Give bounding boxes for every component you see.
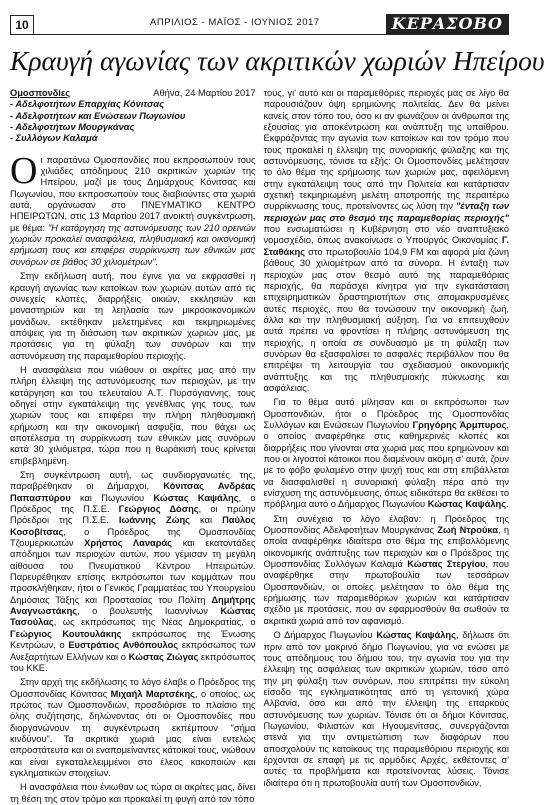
place-date: Αθήνα, 24 Μαρτίου 2017 bbox=[153, 88, 256, 98]
sender-organization: Ομοσπονδίες bbox=[10, 88, 71, 98]
paragraph: Ο Δήμαρχος Πωγωνίου Κώστας Καψάλης, δήλωσε ότι πριν από τον μακρινό δήμο Πωγωνίου, για να ενώσει με τους απόδημους του δήμου του, την αγωνία του για την έλλειψη της ασφάλειας των ακριτικών χωριών, τόσο από την μη φύλαξη των συνόρων, που επιτρέπει την εύκολη είσοδο της εγκληματικότητας από τη γειτονική χώρα Αλβανία, όσο και από την έλλειψη της επαρκούς αστυνόμευσης των χωριών. Τόνισε ότι οι δήμοι Κόνιτσας, Πωγωνίου, Φιλιατών και Ηγουμενίτσας, συνεργάζονται στενά για την αντιμετώπιση των διαφόρων που αποσχολούν τις κατοίκους της παραμεθόριου περιοχής και έρχονται σε επαφή με τις αρμόδιες Αρχές, εκθέτοντες σ' αυτές τα προβλήματα και προτείνοντας λύσεις. Τόνισε ιδιαίτερα ότι η πρωτοβουλία αυτή των Ομοσπονδιών, bbox=[263, 630, 509, 788]
article-title: Κραυγή αγωνίας των ακριτικών χωριών Ηπείρου bbox=[10, 45, 544, 76]
recipient-item: - Αδελφοτήτων Επαρχίας Κόνιτσας bbox=[10, 99, 165, 110]
paragraph: Στην αρχή της εκδήλωσης το λόγο έλαβε ο Πρόεδρος της Ομοσπονδίας Κόνιτσας Μιχαήλ Μαρτσέκης, ο οποίος, ως πρώτος των Ομοσπονδιών, προσδιόρισε το πλαίσιο της όλης συζήτησης, δηλώνοντας ότι οι Ομοσπονδίες που διοργανώνουν τη συγκέντρωση εκπέμπουν "σήμα κινδύνου". Τα ακριτικά χωριά μας είναι εντελώς απροστάτευτα και οι εναπομείναντες κάτοικοί τους, νιώθουν και είναι εγκαταλελειμμένοι στο έλεος κακοποιών και εγκληματικών στοιχείων. bbox=[10, 677, 256, 778]
article-body bbox=[10, 88, 510, 804]
recipient-item: - Συλλόγων Καλαμά bbox=[10, 133, 98, 144]
event-theme-quote: "Η κατάργηση της αστυνόμευσης των 210 ορεινών χωριών προκαλεί ανασφάλεια, πληθυσμιακή και οικονομική ερήμωση τους και επιφέρει συρρίκνωση των εθνικών μας συνόρων σε βάθος 30 χιλιομέτρων". bbox=[10, 222, 256, 267]
proposal-highlight: "ένταξη των περιοχών μας στο θεσμό της παραμεθορίας περιοχής" bbox=[263, 201, 509, 223]
recipient-item: - Αδελφοτήτων Μουργκάνας bbox=[10, 122, 135, 133]
drop-cap: Ο bbox=[10, 149, 38, 192]
paragraph: Στην εκδήλωση αυτή, που έγινε για να εκφρασθεί η κραυγή αγωνίας των κατοίκων των χωριών αυτών από τις συνεχείς κλοπές, διαρρήξεις οικιών, εκκλησιών και μοναστηριών και τη λεηλασία των μικροοικονομικών μονάδων, εκτέθηκαν μελετημένες και τεκμηριωμένες απόψεις για τη διάσωση των ακριτικών χωριών μας, με προτάσεις για τη φύλαξη των συνόρων και την αστυνόμευση της παραμεθορίου περιοχής. bbox=[10, 271, 256, 361]
column-right bbox=[263, 88, 510, 788]
paragraph: Στη συγκέντρωση αυτή, ως συνδιοργανωτές της, παραβρέθηκαν οι Δήμαρχοι, Κόνιτσας Ανδρέας Παπασπύρου και Πωγωνίου Κώστας Καψάλης, ο Πρόεδρος της Π.Σ.Ε. Γεώργιος Δόσης, οι πρώην Πρόεδροι της Π.Σ.Ε. Ιωάννης Ζώης και Παύλος Κοσοβίτσας, ο Πρόεδρος της Ομοσπονδίας Τζουμερκιωτών Χρήστος Λαναράς και εκατοντάδες απόδημοι των περιοχών αυτών, που γέμισαν τη μεγάλη αίθουσα του Πνευματικού Κέντρου Ηπειρωτών. Παρευρέθηκαν επίσης εκπρόσωποι των κομμάτων που προσκλήθηκαν, ήτοι ο Γενικός Γραμματέας του Υπουργείου Δημόσιας Τάξης και Προστασίας του Πολίτη Δημήτρης Αναγνωστάκης, ο βουλευτής Ιωαννίνων Κώστας Τασούλας, ως εκπρόσωπος της Νέας Δημοκρατίας, ο Γεώργιος Κουτουλάκης εκπρόσωπος της Ένωσης Κεντρώων, ο Ευστράτιος Ανθόπουλος εκπρόσωπος των Ανεξαρτήτων Ελλήνων και ο Κώστας Ζιώγας εκπρόσωπος του ΚΚΕ. bbox=[10, 470, 256, 673]
paragraph: Στη συνέχεια το λόγο έλαβαν: η Πρόεδρος της Ομοσπονδίας Αδελφοτήτων Μουργκάνας Ζωή Ντρούκα, η οποία αναφέρθηκε ιδιαίτερα στο θέμα της επιβαλλόμενης οικονομικής ανάπτυξης των περιοχών και ο Πρόεδρος της Ομοσπονδίας Συλλόγων Καλαμά Κώστας Στεργίου, που αναφέρθηκε στην πρωτοβουλία των τεσσάρων Ομοσπονδιών, οι οποίες μελέτησαν το όλο θέμα της ερήμωσης των παραμεθόριων χωριών και κατάρτισαν σχέδιο με προτάσεις, που αν εφαρμοσθούν θα σωθούν τα ακριτικά χωριά από τον αφανισμό. bbox=[263, 513, 510, 626]
masthead-logo: ΚΕΡΑΣΟΒΟ bbox=[386, 14, 509, 34]
column-left bbox=[10, 88, 256, 804]
paragraph: Η ανασφάλεια που νιώθουν οι ακρίτες μας από την πλήρη έλλειψη της αστυνόμευσης των περιοχών, με την κατάργηση και του τελευταίου Α.Τ. Πυρσόγιαννης, τους οδηγεί στην εγκατάλειψη της γενέθλιας γης τους, των χωριών τους και επιφέρει την πλήρη πληθυσμιακή ερήμωση και την οικονομική ασφυξία, που θάχει ως αποτέλεσμα τη συρρίκνωση των εθνικών μας συνόρων κατά 30 χιλιόμετρα, τώρα που η θωράκισή τους κρίνεται επιβεβλημένη. bbox=[10, 364, 256, 466]
paragraph: Για το θέμα αυτό μίλησαν και οι εκπρόσωποι των Ομοσπονδιών, ήτοι ο Πρόεδρος της Ομοσπονδίας Συλλόγων και Ενώσεων Πωγωνίου Γρηγόρης Άρμπυρος, ο οποίος αναφέρθηκε στις καθημερινές κλοπές και διαρρήξεις που γίνονται στα χωριά μας που ερημώνουν και που οι λιγοστοί κάτοικοι που διαμένουν ακόμη σ' αυτά, ζουν με το φόβο φυλαμένο στην ψυχή τους και στη επιβάλλεται να διασφαλισθεί η συνοριακή φύλαξη πέρα από την ενίσχυση της αστυνόμευσης, όπως ειδικότερα θα εκθέσει το πρόβλημα αυτό ο Δήμαρχος Πωγωνίου Κώστας Καψάλης. bbox=[263, 397, 509, 510]
page-header bbox=[10, 14, 509, 35]
recipients-list bbox=[10, 99, 256, 144]
paragraph-continued: τους, γι' αυτό και οι παραμεθόριες περιοχές μας σε λίγο θα παρουσιάζουν όψη ερημιώνης πολιτείας. Δεν θα μείνει κανείς στον τόπο του, όσο κι αν φωνάζουν οι άνθρωποι της εξουσίας για αποκέντρωση και ανάπτυξη της υπαίθρου. Εκφράζοντας την αγωνία των κατοίκων και τον τρόμο που τους προκαλεί η έλλειψη της συνοριακής φύλαξης και της αστυνόμευσης, τόνισε τα εξής: Οι Ομοσπονδίες μελέτησαν το όλο θέμα της ερήμωσης των χωριών μας, αφειλόμενη στην εγκατάλειψη τους από την Πολιτεία και κατάρτισαν σχετική τεκμηριωμένη μελέτη αποτροπής της περαιτέρω συρρίκνωσης τους, προτείνοντες ως λύση την "ένταξη των περιοχών μας στο θεσμό της παραμεθορίας περιοχής" που ενσωματώσει η Κυβέρνηση στο νέο αναπτυξιακό νομοσχέδιο, όπως ανακοίνωσε ο Υπουργός Οικονομίας Γ. Σταθάκης στο πρωτοβουλίο 104,9 FM και αφορά μία ζώνη βάθους 30 χιλιομέτρων από τα σύνορα. Η ένταξη των περιοχών μας στον θεσμό αυτό της παραμεθόριας περιοχής, θα παράσχει κίνητρα για την εγκατάσταση επιχειρηματικών δραστηριοτήτων στις απομακρυσμένες αυτές περιοχές, που θα τονώσουν την οικονομική ζωή, άλλα και την πληθυσμιακή αύξηση. Για να επιτευχθούν αυτά πρέπει να φροντίσει η πλήρης αστυνόμευση της περιοχής, η οποία σε συνδυασμό με τη φύλαξη των συνόρων θα εξασφαλίσει το ασφαλές περιβάλλον που θα επιτρέψει τη λειτουργία του σχεδιασμού οικονομικής ανάπτυξης και της πληθυσμιακής πύκνωσης και ασφάλειας. bbox=[263, 88, 509, 393]
recipient-item: - Αδελφοτήτων και Ενώσεων Πωγωνίου bbox=[10, 110, 186, 121]
paragraph: Η ανασφάλεια που ένιωθαν ως τώρα οι ακρίτες μας, δίνει τη θέση της στον τρόμο και προκαλεί τη φυγή από τον τόπο bbox=[10, 782, 256, 804]
issue-dateline: ΑΠΡΙΛΙΟΣ - ΜΑΪΟΣ - ΙΟΥΝΙΟΣ 2017 bbox=[150, 17, 320, 28]
page-number: 10 bbox=[10, 15, 34, 35]
paragraph-intro: Οι παρατάνω Ομοσπονδίες που εκπροσωπούν τους χιλιάδες απόδημους 210 ακριτικών χωριών της Ηπείρου, μαζί με τους Δημάρχους Κόνιτσας και Πωγωνίου, που εκπροσωπούν τους διαβιούντες στα χωριά αυτά, οργάνωσαν στο ΠΝΕΥΜΑΤΙΚΟ ΚΕΝΤΡΟ ΗΠΕΙΡΩΤΩΝ, στις 13 Μαρτίου 2017 ανοικτή συγκέντρωση, με θέμα: "Η κατάργηση της αστυνόμευσης των 210 ορεινών χωριών προκαλεί ανασφάλεια, πληθυσμιακή και οικονομική ερήμωση τους και επιφέρει συρρίκνωση των εθνικών μας συνόρων σε βάθος 30 χιλιομέτρων". bbox=[10, 149, 256, 267]
letter-meta bbox=[10, 88, 256, 99]
